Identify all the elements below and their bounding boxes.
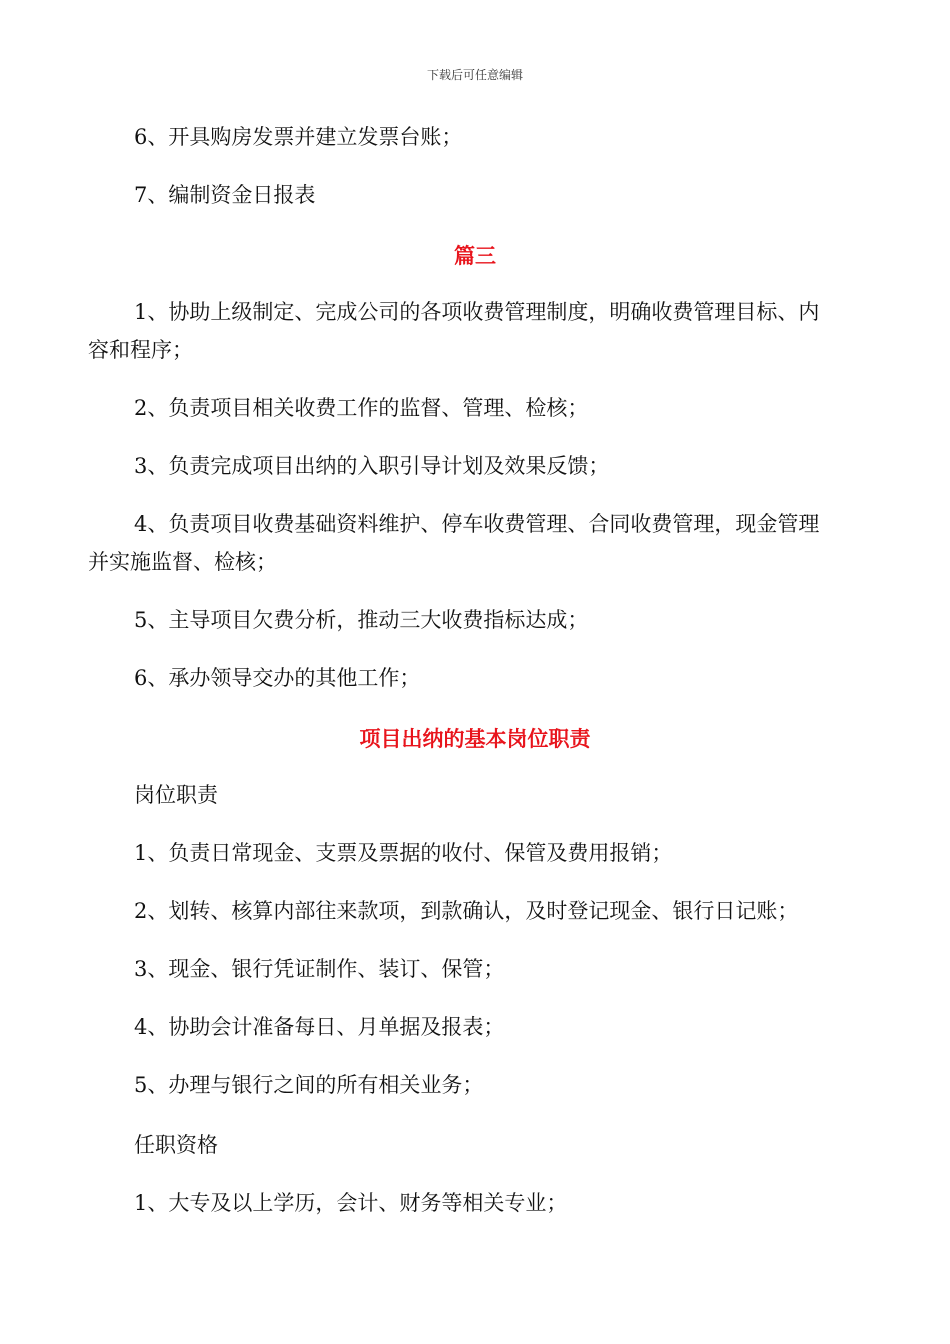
- section-title: 项目出纳的基本岗位职责: [359, 727, 591, 751]
- page-header: 下载后可任意编辑: [426, 68, 523, 82]
- list-item: 1、协助上级制定、完成公司的各项收费管理制度，明确收费管理目标、内: [134, 300, 820, 324]
- list-item: 6、承办领导交办的其他工作；: [134, 666, 421, 690]
- list-item: 5、办理与银行之间的所有相关业务；: [134, 1073, 484, 1097]
- list-item: 2、划转、核算内部往来款项，到款确认，及时登记现金、银行日记账；: [134, 899, 799, 923]
- subheading: 任职资格: [134, 1133, 218, 1157]
- list-item-continuation: 并实施监督、检核；: [88, 550, 277, 574]
- list-item: 4、负责项目收费基础资料维护、停车收费管理、合同收费管理，现金管理: [134, 512, 820, 536]
- list-item: 1、负责日常现金、支票及票据的收付、保管及费用报销；: [134, 841, 673, 865]
- list-item: 1、大专及以上学历，会计、财务等相关专业；: [134, 1191, 568, 1215]
- list-item: 3、现金、银行凭证制作、装订、保管；: [134, 957, 505, 981]
- list-item: 2、负责项目相关收费工作的监督、管理、检核；: [134, 396, 589, 420]
- list-item: 7、编制资金日报表: [134, 183, 316, 207]
- section-title: 篇三: [454, 244, 496, 268]
- subheading: 岗位职责: [134, 783, 218, 807]
- list-item: 4、协助会计准备每日、月单据及报表；: [134, 1015, 505, 1039]
- list-item: 5、主导项目欠费分析，推动三大收费指标达成；: [134, 608, 589, 632]
- list-item: 3、负责完成项目出纳的入职引导计划及效果反馈；: [134, 454, 610, 478]
- list-item-continuation: 容和程序；: [88, 338, 193, 362]
- list-item: 6、开具购房发票并建立发票台账；: [134, 125, 463, 149]
